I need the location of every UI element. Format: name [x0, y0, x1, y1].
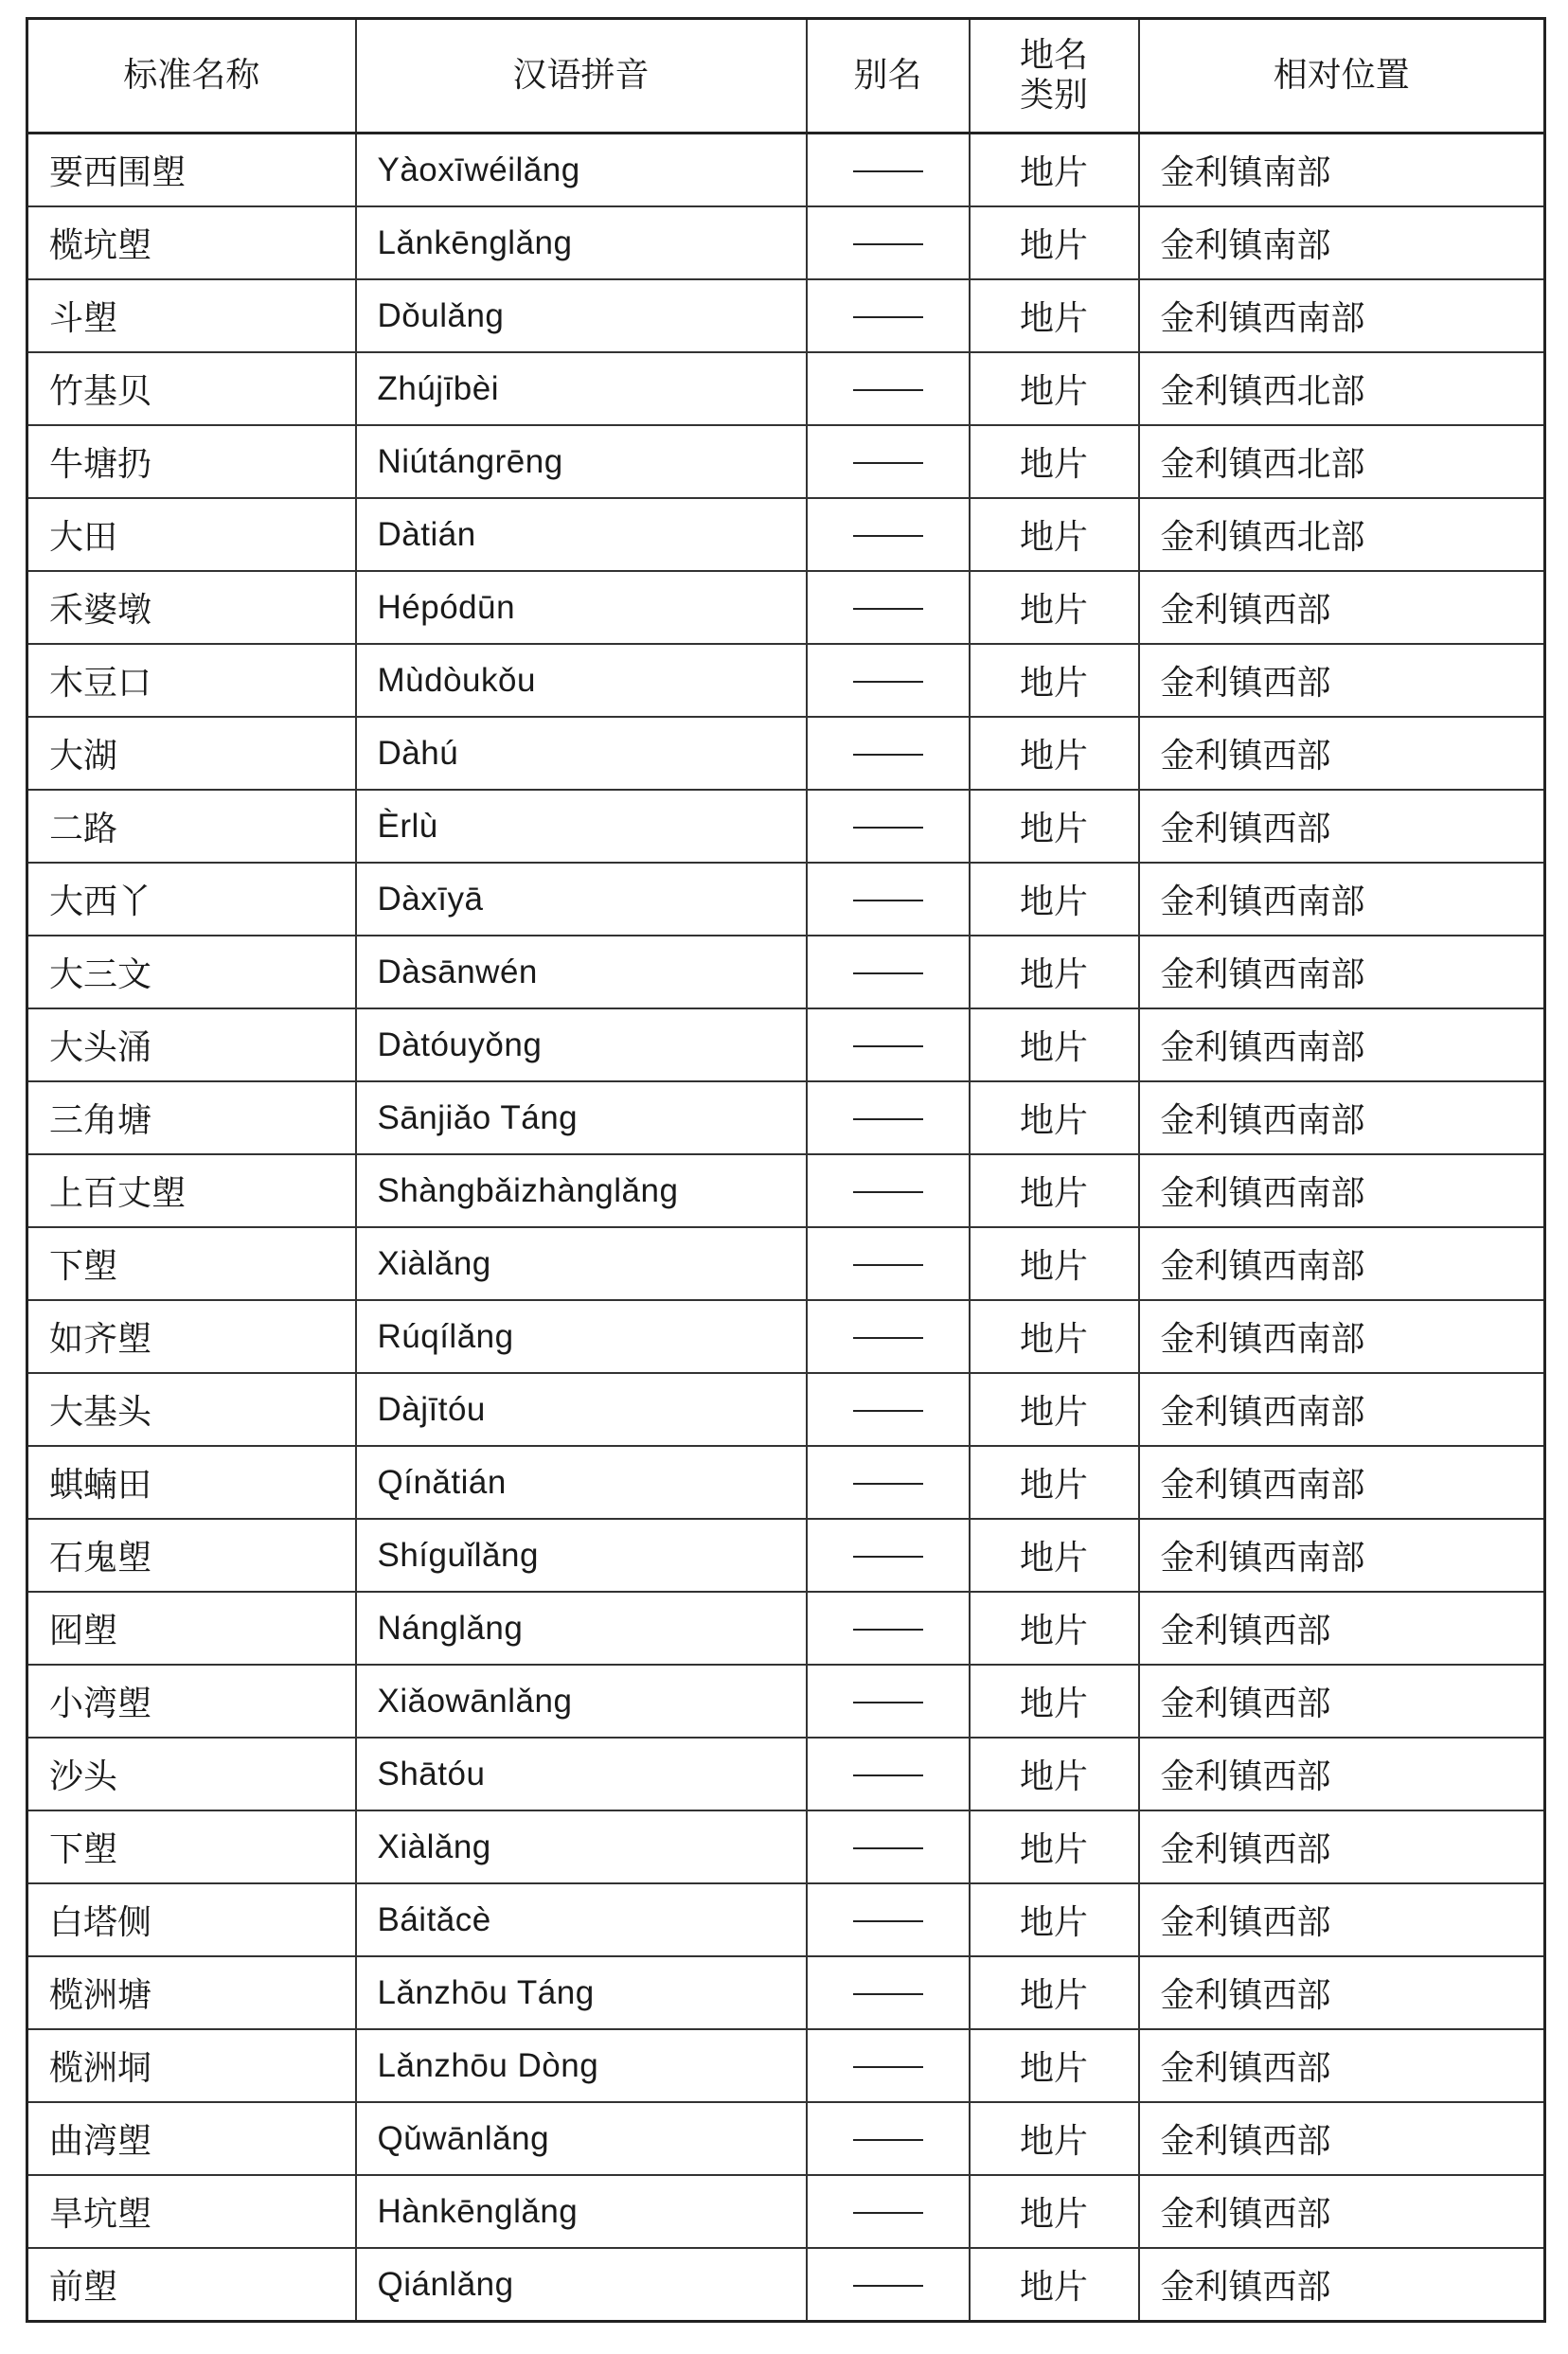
- cell-place-type: 地片: [970, 1300, 1139, 1373]
- cell-pinyin: Lǎnkēnglǎng: [356, 206, 807, 279]
- alias-empty-dash: [853, 900, 923, 901]
- cell-standard-name: 榄洲垌: [27, 2029, 356, 2102]
- cell-alias: [807, 1227, 970, 1300]
- cell-standard-name: 如齐塱: [27, 1300, 356, 1373]
- cell-place-type: 地片: [970, 1956, 1139, 2029]
- table-row: [27, 2029, 1545, 2102]
- table-row: [27, 498, 1545, 571]
- cell-standard-name: 大三文: [27, 936, 356, 1008]
- cell-standard-name: 要西围塱: [27, 134, 356, 207]
- cell-alias: [807, 1446, 970, 1519]
- cell-standard-name: 竹基贝: [27, 352, 356, 425]
- cell-standard-name: 前塱: [27, 2248, 356, 2322]
- header-place-type-line2: 类别: [1019, 76, 1088, 115]
- alias-empty-dash: [853, 1702, 923, 1703]
- table-row: [27, 206, 1545, 279]
- alias-empty-dash: [853, 1556, 923, 1558]
- cell-standard-name: 木豆口: [27, 644, 356, 717]
- cell-alias: [807, 425, 970, 498]
- alias-empty-dash: [853, 316, 923, 318]
- cell-alias: [807, 134, 970, 207]
- cell-pinyin: Dàxīyā: [356, 863, 807, 936]
- table-row: [27, 2175, 1545, 2248]
- table-row: [27, 717, 1545, 790]
- cell-pinyin: Niútángrēng: [356, 425, 807, 498]
- cell-place-type: 地片: [970, 425, 1139, 498]
- cell-relative-location: 金利镇西南部: [1139, 1227, 1545, 1300]
- table-row: [27, 1519, 1545, 1592]
- header-place-type: [970, 19, 1139, 134]
- alias-empty-dash: [853, 535, 923, 537]
- place-names-table: [26, 17, 1546, 2323]
- cell-pinyin: Dàsānwén: [356, 936, 807, 1008]
- header-place-type-label: [1020, 36, 1088, 116]
- alias-empty-dash: [853, 1774, 923, 1776]
- cell-standard-name: 旱坑塱: [27, 2175, 356, 2248]
- cell-place-type: 地片: [970, 644, 1139, 717]
- cell-pinyin: Sānjiǎo Táng: [356, 1081, 807, 1154]
- cell-relative-location: 金利镇西南部: [1139, 1519, 1545, 1592]
- cell-relative-location: 金利镇西部: [1139, 1810, 1545, 1883]
- table-row: [27, 1008, 1545, 1081]
- cell-alias: [807, 2248, 970, 2322]
- alias-empty-dash: [853, 2066, 923, 2068]
- cell-place-type: 地片: [970, 2102, 1139, 2175]
- table-row: [27, 1373, 1545, 1446]
- alias-empty-dash: [853, 1118, 923, 1120]
- header-pinyin: 汉语拼音: [356, 19, 807, 134]
- cell-pinyin: Dàtián: [356, 498, 807, 571]
- alias-empty-dash: [853, 1337, 923, 1339]
- cell-standard-name: 二路: [27, 790, 356, 863]
- cell-alias: [807, 571, 970, 644]
- cell-standard-name: 斗塱: [27, 279, 356, 352]
- cell-place-type: 地片: [970, 206, 1139, 279]
- alias-empty-dash: [853, 1920, 923, 1922]
- header-standard-name: 标准名称: [27, 19, 356, 134]
- cell-place-type: 地片: [970, 936, 1139, 1008]
- cell-alias: [807, 2175, 970, 2248]
- cell-pinyin: Dàhú: [356, 717, 807, 790]
- cell-relative-location: 金利镇西北部: [1139, 498, 1545, 571]
- cell-pinyin: Dàjītóu: [356, 1373, 807, 1446]
- header-alias: 别名: [807, 19, 970, 134]
- cell-alias: [807, 1956, 970, 2029]
- alias-empty-dash: [853, 2285, 923, 2287]
- alias-empty-dash: [853, 243, 923, 245]
- table-row: [27, 1227, 1545, 1300]
- table-row: [27, 134, 1545, 207]
- cell-pinyin: Shíguǐlǎng: [356, 1519, 807, 1592]
- cell-relative-location: 金利镇西部: [1139, 1738, 1545, 1810]
- cell-place-type: 地片: [970, 498, 1139, 571]
- table-row: [27, 1446, 1545, 1519]
- cell-alias: [807, 936, 970, 1008]
- cell-relative-location: 金利镇西部: [1139, 1956, 1545, 2029]
- header-relative-location: 相对位置: [1139, 19, 1545, 134]
- table-row: [27, 352, 1545, 425]
- cell-standard-name: 大基头: [27, 1373, 356, 1446]
- cell-pinyin: Qínǎtián: [356, 1446, 807, 1519]
- cell-place-type: 地片: [970, 790, 1139, 863]
- cell-relative-location: 金利镇西部: [1139, 790, 1545, 863]
- cell-relative-location: 金利镇西南部: [1139, 1154, 1545, 1227]
- cell-place-type: 地片: [970, 279, 1139, 352]
- header-row: [27, 19, 1545, 134]
- cell-alias: [807, 1300, 970, 1373]
- cell-pinyin: Shàngbǎizhànglǎng: [356, 1154, 807, 1227]
- cell-alias: [807, 1810, 970, 1883]
- cell-alias: [807, 1373, 970, 1446]
- alias-empty-dash: [853, 2212, 923, 2214]
- alias-empty-dash: [853, 1045, 923, 1047]
- cell-pinyin: Hépódūn: [356, 571, 807, 644]
- cell-relative-location: 金利镇西部: [1139, 644, 1545, 717]
- cell-relative-location: 金利镇西南部: [1139, 279, 1545, 352]
- cell-place-type: 地片: [970, 1154, 1139, 1227]
- cell-pinyin: Mùdòukǒu: [356, 644, 807, 717]
- table-row: [27, 1592, 1545, 1665]
- alias-empty-dash: [853, 462, 923, 464]
- cell-alias: [807, 644, 970, 717]
- cell-pinyin: Dàtóuyǒng: [356, 1008, 807, 1081]
- table-row: [27, 2248, 1545, 2322]
- alias-empty-dash: [853, 754, 923, 756]
- cell-alias: [807, 1519, 970, 1592]
- cell-pinyin: Yàoxīwéilǎng: [356, 134, 807, 207]
- cell-standard-name: 蜞蝻田: [27, 1446, 356, 1519]
- cell-relative-location: 金利镇西南部: [1139, 1373, 1545, 1446]
- cell-relative-location: 金利镇西部: [1139, 717, 1545, 790]
- cell-alias: [807, 1738, 970, 1810]
- cell-place-type: 地片: [970, 2029, 1139, 2102]
- cell-standard-name: 禾婆墩: [27, 571, 356, 644]
- table-row: [27, 1300, 1545, 1373]
- alias-empty-dash: [853, 681, 923, 683]
- alias-empty-dash: [853, 1410, 923, 1412]
- cell-relative-location: 金利镇西南部: [1139, 1008, 1545, 1081]
- cell-relative-location: 金利镇南部: [1139, 134, 1545, 207]
- alias-empty-dash: [853, 608, 923, 610]
- cell-place-type: 地片: [970, 2248, 1139, 2322]
- cell-place-type: 地片: [970, 1883, 1139, 1956]
- table-row: [27, 1665, 1545, 1738]
- cell-relative-location: 金利镇西南部: [1139, 1081, 1545, 1154]
- cell-pinyin: Zhújībèi: [356, 352, 807, 425]
- cell-pinyin: Èrlù: [356, 790, 807, 863]
- cell-alias: [807, 1665, 970, 1738]
- cell-standard-name: 囮塱: [27, 1592, 356, 1665]
- table-row: [27, 1883, 1545, 1956]
- cell-relative-location: 金利镇西南部: [1139, 1300, 1545, 1373]
- cell-place-type: 地片: [970, 1665, 1139, 1738]
- alias-empty-dash: [853, 827, 923, 829]
- cell-pinyin: Xiàlǎng: [356, 1227, 807, 1300]
- cell-standard-name: 曲湾塱: [27, 2102, 356, 2175]
- table-row: [27, 644, 1545, 717]
- cell-place-type: 地片: [970, 1519, 1139, 1592]
- cell-relative-location: 金利镇西部: [1139, 2029, 1545, 2102]
- cell-alias: [807, 279, 970, 352]
- cell-alias: [807, 717, 970, 790]
- cell-standard-name: 大湖: [27, 717, 356, 790]
- cell-relative-location: 金利镇南部: [1139, 206, 1545, 279]
- cell-alias: [807, 790, 970, 863]
- cell-pinyin: Qǔwānlǎng: [356, 2102, 807, 2175]
- table-row: [27, 1081, 1545, 1154]
- cell-standard-name: 三角塘: [27, 1081, 356, 1154]
- cell-pinyin: Hànkēnglǎng: [356, 2175, 807, 2248]
- cell-relative-location: 金利镇西南部: [1139, 936, 1545, 1008]
- cell-standard-name: 榄洲塘: [27, 1956, 356, 2029]
- alias-empty-dash: [853, 1993, 923, 1995]
- cell-pinyin: Qiánlǎng: [356, 2248, 807, 2322]
- cell-standard-name: 下塱: [27, 1227, 356, 1300]
- cell-alias: [807, 2029, 970, 2102]
- cell-alias: [807, 498, 970, 571]
- table-row: [27, 1956, 1545, 2029]
- table-row: [27, 1154, 1545, 1227]
- cell-place-type: 地片: [970, 1446, 1139, 1519]
- table-row: [27, 279, 1545, 352]
- cell-place-type: 地片: [970, 1227, 1139, 1300]
- table-row: [27, 863, 1545, 936]
- cell-standard-name: 大田: [27, 498, 356, 571]
- cell-standard-name: 沙头: [27, 1738, 356, 1810]
- table-row: [27, 2102, 1545, 2175]
- cell-alias: [807, 1154, 970, 1227]
- cell-pinyin: Xiǎowānlǎng: [356, 1665, 807, 1738]
- table-row: [27, 1810, 1545, 1883]
- cell-place-type: 地片: [970, 717, 1139, 790]
- cell-relative-location: 金利镇西部: [1139, 2175, 1545, 2248]
- cell-pinyin: Lǎnzhōu Táng: [356, 1956, 807, 2029]
- cell-standard-name: 上百丈塱: [27, 1154, 356, 1227]
- cell-relative-location: 金利镇西南部: [1139, 1446, 1545, 1519]
- cell-place-type: 地片: [970, 352, 1139, 425]
- alias-empty-dash: [853, 389, 923, 391]
- cell-relative-location: 金利镇西部: [1139, 2248, 1545, 2322]
- cell-place-type: 地片: [970, 1008, 1139, 1081]
- alias-empty-dash: [853, 1847, 923, 1849]
- cell-place-type: 地片: [970, 1810, 1139, 1883]
- cell-standard-name: 大西丫: [27, 863, 356, 936]
- cell-standard-name: 下塱: [27, 1810, 356, 1883]
- alias-empty-dash: [853, 170, 923, 172]
- table-row: [27, 571, 1545, 644]
- cell-standard-name: 白塔侧: [27, 1883, 356, 1956]
- cell-relative-location: 金利镇西南部: [1139, 863, 1545, 936]
- table-row: [27, 936, 1545, 1008]
- cell-place-type: 地片: [970, 1373, 1139, 1446]
- cell-standard-name: 大头涌: [27, 1008, 356, 1081]
- cell-alias: [807, 352, 970, 425]
- table-row: [27, 425, 1545, 498]
- cell-pinyin: Shātóu: [356, 1738, 807, 1810]
- table-body: [27, 134, 1545, 2322]
- cell-standard-name: 榄坑塱: [27, 206, 356, 279]
- cell-relative-location: 金利镇西北部: [1139, 425, 1545, 498]
- cell-relative-location: 金利镇西部: [1139, 2102, 1545, 2175]
- table-header: [27, 19, 1545, 134]
- cell-pinyin: Báitǎcè: [356, 1883, 807, 1956]
- cell-pinyin: Dǒulǎng: [356, 279, 807, 352]
- cell-alias: [807, 1081, 970, 1154]
- table-row: [27, 1738, 1545, 1810]
- alias-empty-dash: [853, 2139, 923, 2141]
- cell-relative-location: 金利镇西部: [1139, 1883, 1545, 1956]
- cell-pinyin: Nánglǎng: [356, 1592, 807, 1665]
- cell-relative-location: 金利镇西部: [1139, 1592, 1545, 1665]
- alias-empty-dash: [853, 1191, 923, 1193]
- cell-place-type: 地片: [970, 1592, 1139, 1665]
- alias-empty-dash: [853, 1483, 923, 1485]
- table-row: [27, 790, 1545, 863]
- cell-standard-name: 石鬼塱: [27, 1519, 356, 1592]
- cell-alias: [807, 1592, 970, 1665]
- cell-alias: [807, 1008, 970, 1081]
- cell-alias: [807, 206, 970, 279]
- cell-place-type: 地片: [970, 2175, 1139, 2248]
- alias-empty-dash: [853, 1264, 923, 1266]
- cell-pinyin: Rúqílǎng: [356, 1300, 807, 1373]
- cell-relative-location: 金利镇西部: [1139, 1665, 1545, 1738]
- cell-pinyin: Xiàlǎng: [356, 1810, 807, 1883]
- cell-place-type: 地片: [970, 571, 1139, 644]
- header-place-type-line1: 地名: [1019, 36, 1088, 75]
- cell-standard-name: 小湾塱: [27, 1665, 356, 1738]
- cell-relative-location: 金利镇西北部: [1139, 352, 1545, 425]
- alias-empty-dash: [853, 1629, 923, 1631]
- cell-place-type: 地片: [970, 134, 1139, 207]
- cell-place-type: 地片: [970, 1081, 1139, 1154]
- cell-relative-location: 金利镇西部: [1139, 571, 1545, 644]
- cell-pinyin: Lǎnzhōu Dòng: [356, 2029, 807, 2102]
- cell-place-type: 地片: [970, 863, 1139, 936]
- alias-empty-dash: [853, 972, 923, 974]
- cell-standard-name: 牛塘扔: [27, 425, 356, 498]
- cell-place-type: 地片: [970, 1738, 1139, 1810]
- cell-alias: [807, 2102, 970, 2175]
- cell-alias: [807, 1883, 970, 1956]
- cell-alias: [807, 863, 970, 936]
